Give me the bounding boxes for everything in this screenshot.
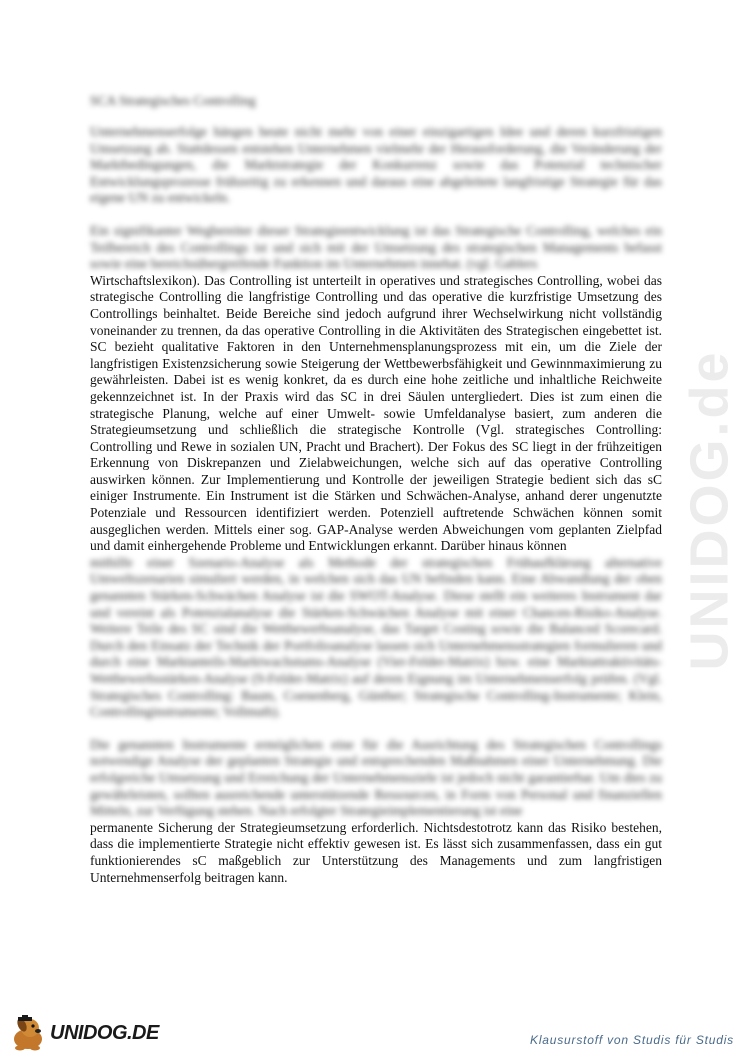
paragraph-2-visible: Wirtschaftslexikon). Das Controlling ist unterteilt in operatives und strategisches Controlling, wobei das strategische Controlling die langfristige Controlling und das operative die kurzfristige Umsetzung des Controllings beinhaltet. Beide Bereiche sind jedoch aufgrund ihrer Wechselwirkung nicht vollständig voneinander zu trennen, da das operative Controlling in die Aktivitäten des Strategischen eingebettet ist. SC bezieht qualitative Faktoren in den Unternehmensplanungsprozess mit ein, um die Ziele der langfristigen Existenzsicherung sowie Steigerung der Wettbewerbsfähigkeit und Gewinnmaximierung zu gewährleisten. Dabei ist es wenig konkret, da es durch eine hohe zeitliche und inhaltliche Reichweite gekennzeichnet ist. In der Praxis wird das SC in drei Säulen untergliedert. Dies ist zum einen die strategische Planung, welche auf einer Umwelt- sowie Umfeldanalyse basiert, zum anderen die Strategieumsetzung und schließlich die strategische Kontrolle (Vgl. strategisches Controlling: Controlling und Rewe in sozialen UN, Pracht und Brachert). Der Fokus des SC liegt in der frühzeitigen Erkennung von Diskrepanzen und Zielabweichungen, welche sich auf das operative Controlling auswirken können. Zur Implementierung und Kontrolle der jeweiligen Strategie bedient sich das sC einiger Instrumente. Ein Instrument ist die Stärken und Schwächen-Analyse, anhand derer ungenutzte Potenziale und Ressourcen identifiziert werden. Potenziell auftretende Schwächen können somit ausgeglichen werden. Mittels einer sog. GAP-Analyse werden Abweichungen vom geplanten Zielpfad und damit einhergehende Probleme und Entwicklungen erkannt. Darüber hinaus können: [90, 272, 662, 554]
document-body: [90, 92, 662, 886]
logo-text: UNIDOG.DE: [50, 1021, 159, 1044]
dog-mascot-icon: [8, 1015, 48, 1051]
watermark: [680, 250, 740, 770]
paragraph-intro: Unternehmenserfolge hängen heute nicht mehr von einer einzigartigen Idee und deren kurzfristigen Umsetzung ab. Stattdessen entstehen Unternehmen vielmehr der Herausforderung, die Veränderung der Marktbedingungen, die Marktstrategie der Konkurrenz sowie das Potenzial technischer Entwicklungsprozesse frühzeitig zu erkennen und daraus eine abgeleitete langfristige Strategie für das eigene UN zu entwickeln.: [90, 124, 662, 206]
paragraph-3-blurred: Die genannten Instrumente ermöglichen eine für die Ausrichtung des Strategischen Controllings notwendige Analyse der geplanten Strategie und entsprechenden Maßnahmen einer Unternehmung. Die erfolgreiche Umsetzung und Erreichung der Unternehmensziele ist jedoch nicht garantierbar. Um dies zu gewährleisten, sollten ausreichende unterstützende Ressourcen, in Form von Personal und finanziellen Mitteln, zur Verfügung stehen. Nach erfolgter Strategieimplementierung ist eine: [90, 736, 662, 819]
footer-tagline: Klausurstoff von Studis für Studis: [530, 1033, 734, 1047]
watermark-text: UNIDOG.de: [680, 349, 740, 671]
document-title: SCA Strategisches Controlling: [90, 93, 256, 108]
paragraph-2-blurred-end: mithilfe einer Szenario-Analyse als Methode der strategischen Frühaufklärung alternative Umweltszenarien simuliert werden, in welchen sich das UN befinden kann. Eine Abwandlung der oben genannten Stärken-Schwächen Analyse ist die SWOT-Analyse. Diese stellt ein weiteres Instrument dar und vereint als Potenzialanalyse die Stärken-Schwächen Analyse mit einer Chancen-Risiko-Analyse. Weitere Teile des SC sind die Wettbewerbsanalyse, das Target Costing sowie die Balanced Scorecard. Durch den Einsatz der Technik der Portfolioanalyse lassen sich Unternehmensstrategien formulieren und durch eine Marktanteils-Marktwachstums-Analyse (Vier-Felder-Matrix) bzw. eine Marktattraktivitäts-Wettbewerbsstärken-Analyse (9-Felder-Matrix) auf deren Eignung im Unternehmenserfolg prüfen. (Vgl. Strategisches Controlling: Baum, Coenenberg, Günther; Strategische Controlling-Instrumente; Klein, Controllinginstrumente; Vollmuth).: [90, 554, 662, 720]
unidog-logo[interactable]: [8, 1015, 178, 1051]
paragraph-2-blurred-start: Ein signifikanter Wegbereiter dieser Strategieentwicklung ist das Strategische Controlling, welches ein Teilbereich des Controllings ist und sich mit der Umsetzung des strategischen Managements befasst sowie eine bereichsübergreifende Funktion im Unternehmen innehat. (vgl. Gablers: [90, 222, 662, 272]
paragraph-3-visible: permanente Sicherung der Strategieumsetzung erforderlich. Nichtsdestotrotz kann das Risiko bestehen, dass die implementierte Strategie nicht effektiv gewesen ist. Es lässt sich zusammenfassen, dass ein gut funktionierendes sC maßgeblich zur Unterstützung des Managements und zum langfristigen Unternehmenserfolg beitragen kann.: [90, 819, 662, 885]
